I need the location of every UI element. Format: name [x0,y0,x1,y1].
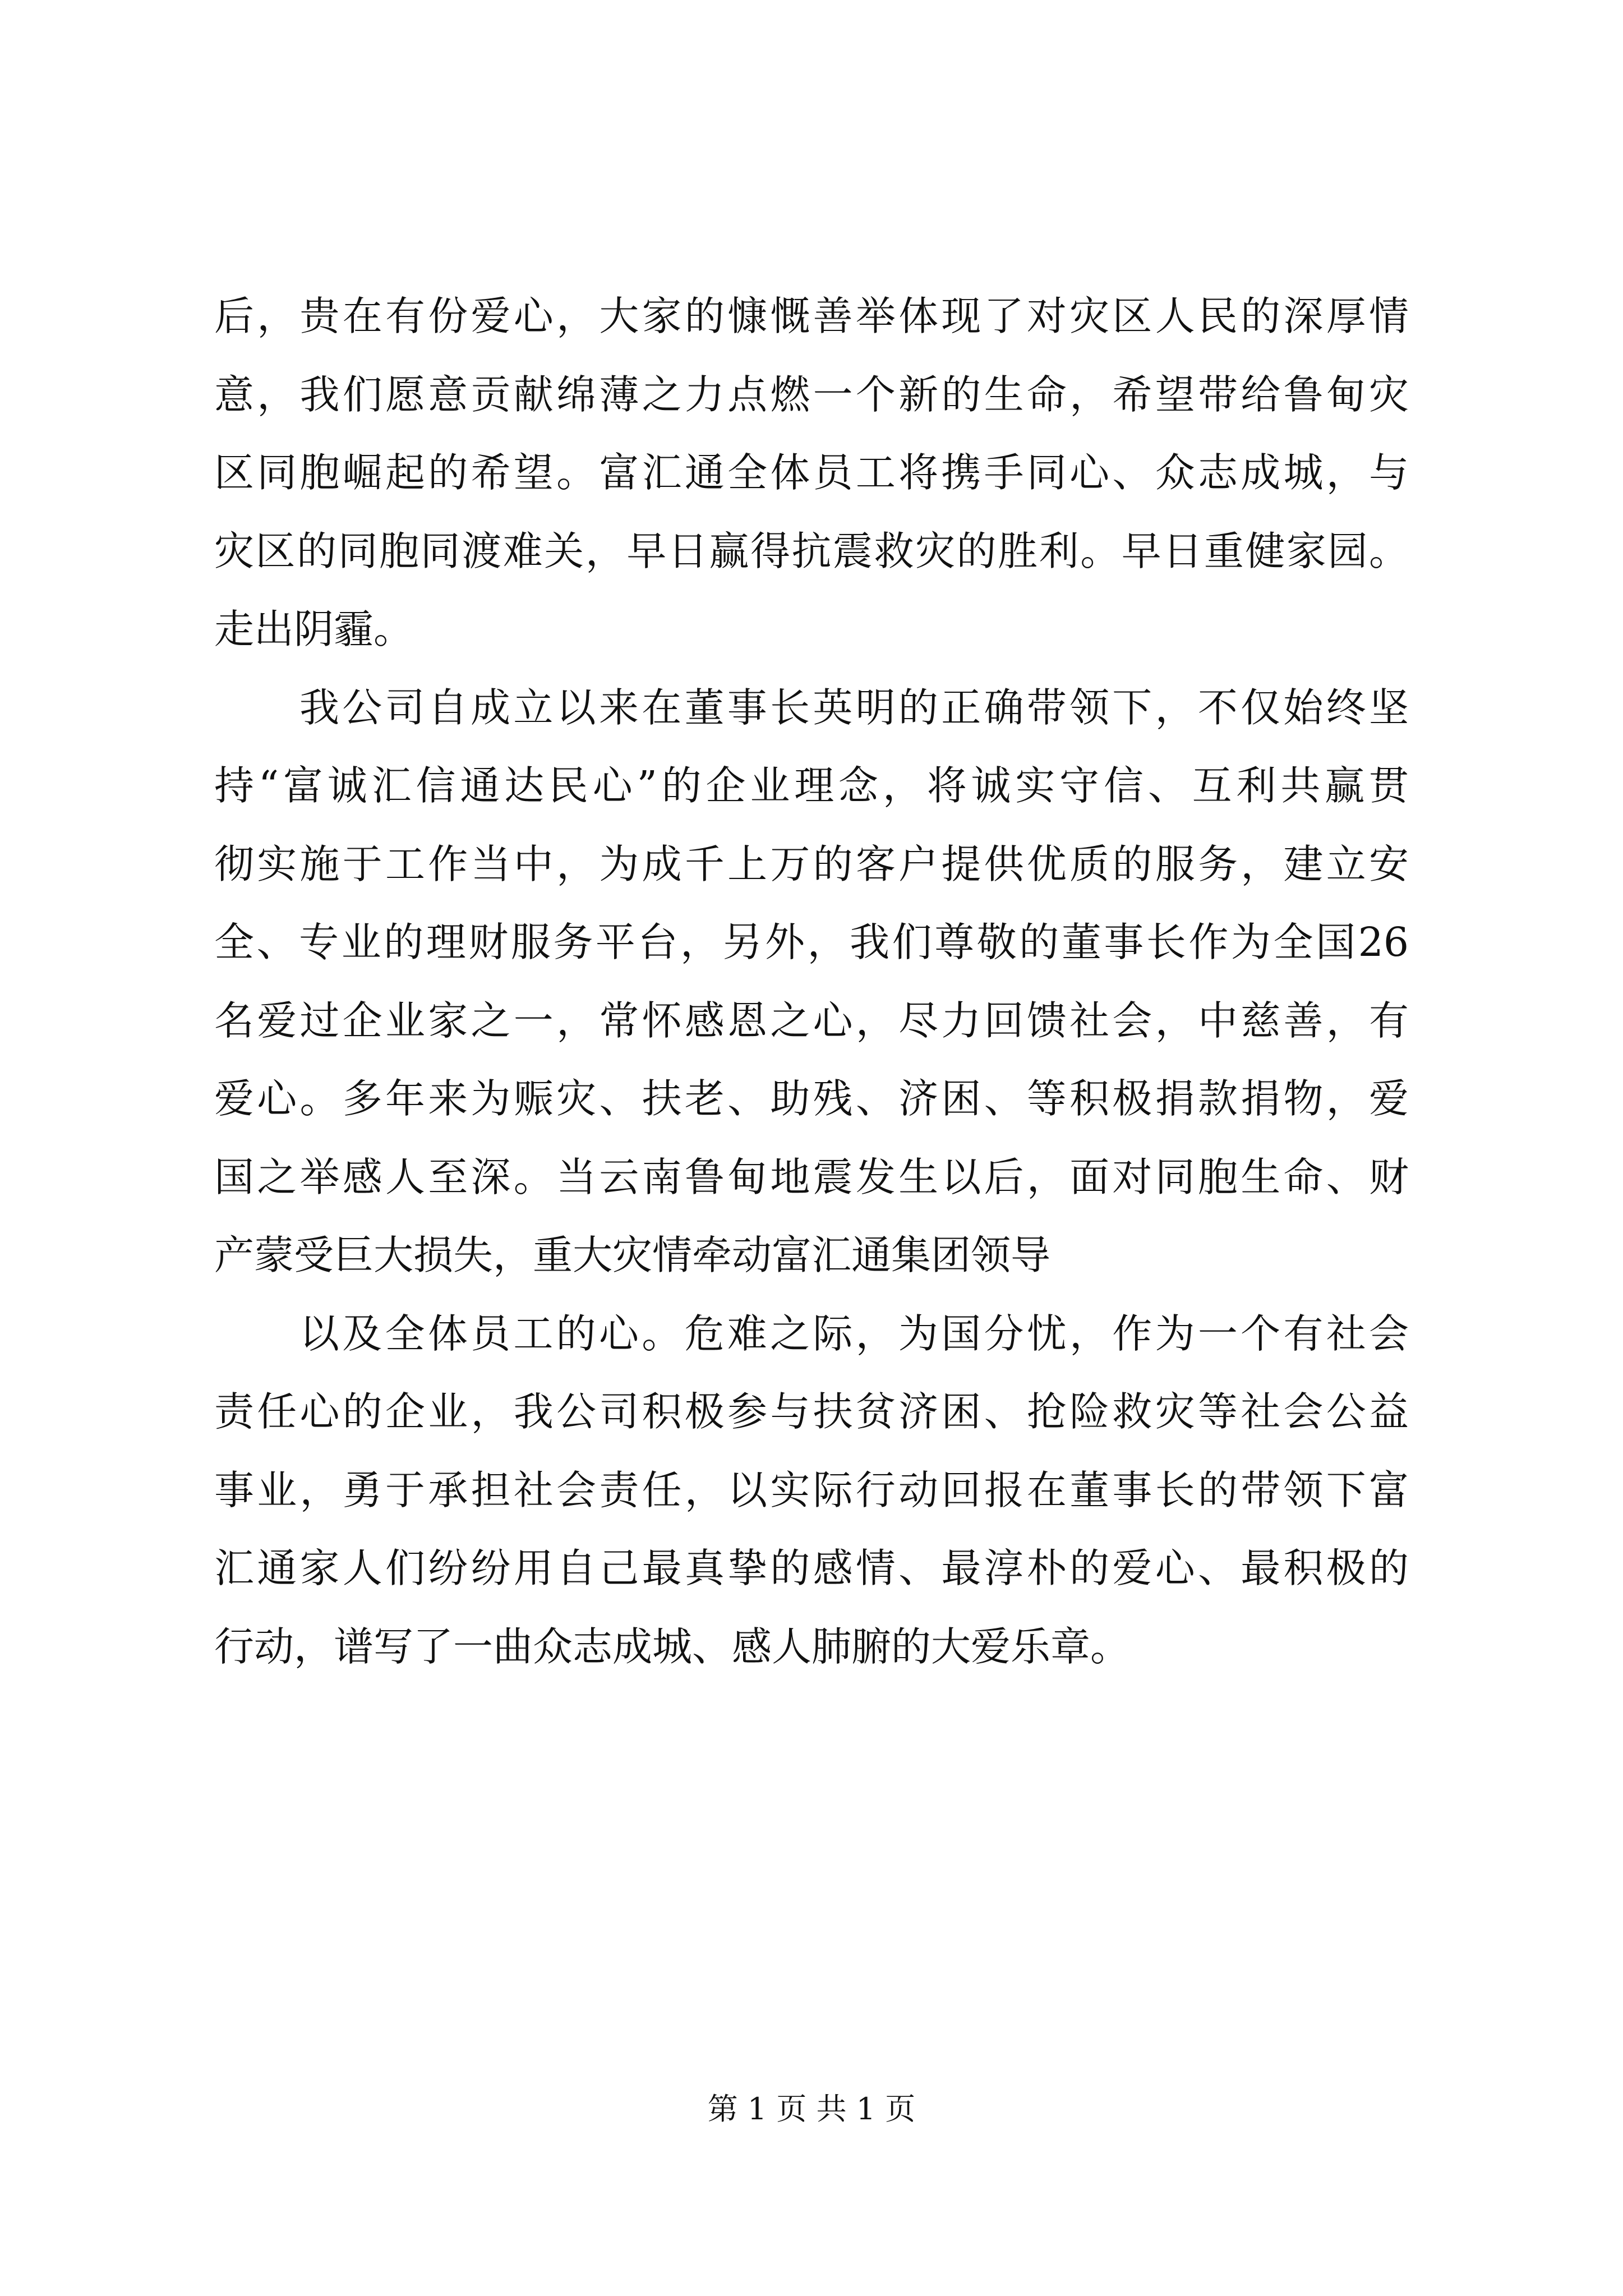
page-number-label: 第 1 页 共 1 页 [707,2091,916,2127]
text-line: 彻实施于工作当中，为成千上万的客户提供优质的服务，建立安 [214,840,1409,887]
text-line: 后，贵在有份爱心，大家的慷慨善举体现了对灾区人民的深厚情 [214,293,1409,339]
text-line: 爱心。多年来为赈灾、扶老、助残、济困、等积极捐款捐物，爱 [214,1075,1409,1122]
document-body [214,293,1409,1705]
text-line: 我公司自成立以来在董事长英明的正确带领下，不仅始终坚 [299,684,1409,731]
text-line: 事业，勇于承担社会责任，以实际行动回报在董事长的带领下富 [214,1466,1409,1513]
text-line: 名爱过企业家之一，常怀感恩之心，尽力回馈社会，中慈善，有 [214,997,1409,1044]
text-line: 行动，谱写了一曲众志成城、感人肺腑的大爱乐章。 [214,1623,1131,1670]
text-line: 国之举感人至深。当云南鲁甸地震发生以后，面对同胞生命、财 [214,1153,1409,1200]
text-line: 意，我们愿意贡献绵薄之力点燃一个新的生命，希望带给鲁甸灾 [214,371,1409,418]
text-line: 产蒙受巨大损失，重大灾情牵动富汇通集团领导 [214,1232,1051,1278]
text-line: 走出阴霾。 [214,606,414,652]
text-line: 责任心的企业，我公司积极参与扶贫济困、抢险救灾等社会公益 [214,1388,1409,1435]
text-line: 持“富诚汇信通达民心”的企业理念，将诚实守信、互利共赢贯 [214,762,1409,809]
text-line: 汇通家人们纷纷用自己最真挚的感情、最淳朴的爱心、最积极的 [214,1545,1409,1591]
text-line: 区同胞崛起的希望。富汇通全体员工将携手同心、众志成城，与 [214,449,1409,496]
text-line: 以及全体员工的心。危难之际，为国分忧，作为一个有社会 [299,1310,1409,1357]
text-line: 灾区的同胞同渡难关，早日赢得抗震救灾的胜利。早日重健家园。 [214,527,1409,574]
page-footer [0,2092,1623,2126]
text-line: 全、专业的理财服务平台，另外，我们尊敬的董事长作为全国26 [214,919,1409,965]
